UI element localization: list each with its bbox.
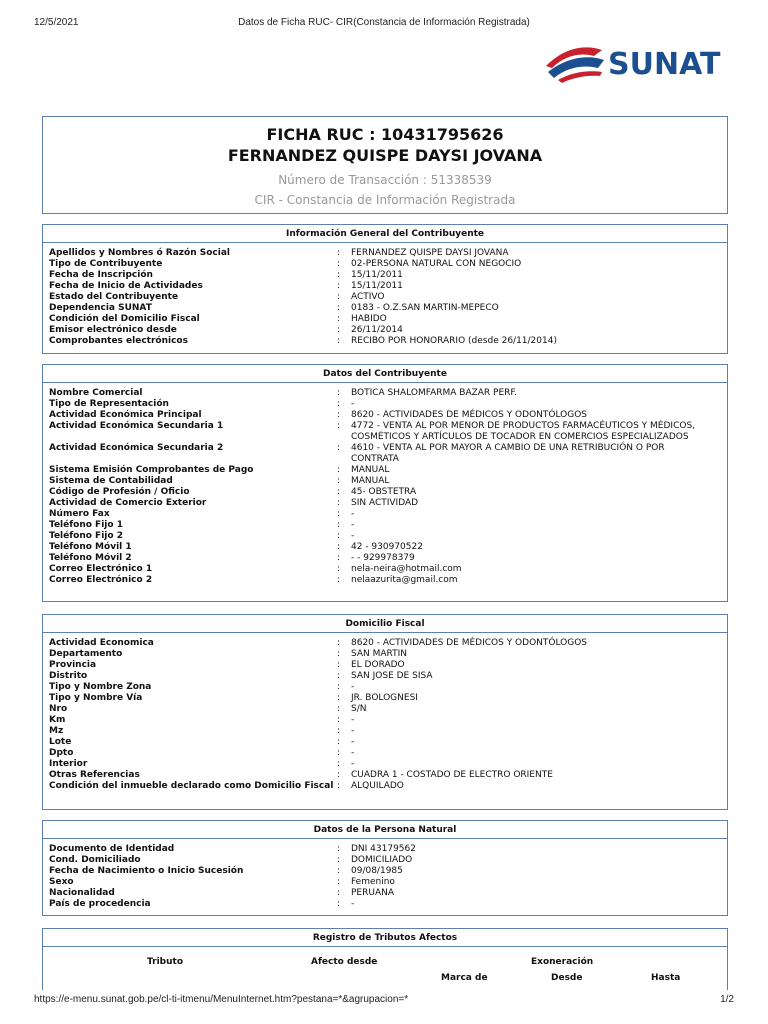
field-separator: : [337, 564, 341, 574]
field-row [49, 693, 727, 704]
field-separator: : [337, 660, 341, 670]
field-separator: : [337, 259, 341, 269]
field-value: FERNANDEZ QUISPE DAYSI JOVANA [351, 248, 509, 258]
field-separator: : [337, 465, 341, 475]
print-footer [34, 994, 734, 1008]
section-tributos [42, 928, 728, 990]
field-value: MANUAL [351, 465, 390, 475]
col-hasta: Hasta [651, 973, 681, 983]
field-row [49, 248, 727, 259]
field-row [49, 399, 727, 410]
field-separator: : [337, 248, 341, 258]
field-separator: : [337, 292, 341, 302]
field-label: Apellidos y Nombres ó Razón Social [49, 248, 230, 258]
field-row [49, 715, 727, 726]
field-row [49, 314, 727, 325]
field-row [49, 476, 727, 487]
field-value: RECIBO POR HONORARIO (desde 26/11/2014) [351, 336, 557, 346]
field-separator: : [337, 759, 341, 769]
field-row [49, 855, 727, 866]
field-row [49, 649, 727, 660]
field-separator: : [337, 410, 341, 420]
field-row [49, 292, 727, 303]
field-value: 26/11/2014 [351, 325, 403, 335]
field-row [49, 704, 727, 715]
field-label: Código de Profesión / Oficio [49, 487, 190, 497]
field-label: Fecha de Inicio de Actividades [49, 281, 203, 291]
field-row [49, 682, 727, 693]
field-label: Sistema Emisión Comprobantes de Pago [49, 465, 254, 475]
field-separator: : [337, 281, 341, 291]
field-label: Teléfono Fijo 2 [49, 531, 123, 541]
field-separator: : [337, 781, 341, 791]
transaction-number: Número de Transacción : 51338539 [278, 173, 492, 187]
field-label: Fecha de Inscripción [49, 270, 153, 280]
field-value: - [351, 399, 355, 409]
col-marca-de: Marca de [441, 973, 488, 983]
field-value: - - 929978379 [351, 553, 415, 563]
field-value: MANUAL [351, 476, 390, 486]
field-value: - [351, 520, 355, 530]
field-value: ACTIVO [351, 292, 385, 302]
field-label: Distrito [49, 671, 88, 681]
col-afecto-desde: Afecto desde [311, 957, 378, 967]
sunat-logo [544, 38, 728, 84]
rows-general [43, 243, 727, 347]
field-label: Otras Referencias [49, 770, 140, 780]
field-separator: : [337, 509, 341, 519]
field-label: Fecha de Nacimiento o Inicio Sucesión [49, 866, 244, 876]
col-desde: Desde [551, 973, 583, 983]
field-row [49, 336, 727, 347]
field-label: Actividad Económica Secundaria 1 [49, 421, 224, 431]
field-separator: : [337, 303, 341, 313]
field-label: Estado del Contribuyente [49, 292, 179, 302]
field-value: - [351, 531, 355, 541]
field-separator: : [337, 443, 341, 453]
field-value: DOMICILIADO [351, 855, 413, 865]
field-value: SIN ACTIVIDAD [351, 498, 419, 508]
section-title: Datos del Contribuyente [323, 369, 447, 379]
field-row [49, 770, 727, 781]
field-row [49, 270, 727, 281]
field-value: Femenino [351, 877, 395, 887]
field-row [49, 498, 727, 509]
field-row [49, 671, 727, 682]
section-general [42, 224, 728, 354]
field-row [49, 844, 727, 855]
field-label: Departamento [49, 649, 123, 659]
field-label: Actividad Económica Principal [49, 410, 202, 420]
field-label: Nombre Comercial [49, 388, 143, 398]
field-row [49, 325, 727, 336]
tributos-header [43, 947, 727, 981]
field-row [49, 553, 727, 564]
field-label: Km [49, 715, 66, 725]
field-row [49, 726, 727, 737]
field-value: 09/08/1985 [351, 866, 403, 876]
field-value: 8620 - ACTIVIDADES DE MÉDICOS Y ODONTÓLOGOS [351, 638, 588, 648]
section-datos [42, 364, 728, 602]
field-row [49, 866, 727, 877]
cir-subtitle: CIR - Constancia de Información Registrada [254, 193, 516, 207]
field-label: Condición del Domicilio Fiscal [49, 314, 200, 324]
field-label: Cond. Domiciliado [49, 855, 141, 865]
field-separator: : [337, 487, 341, 497]
field-separator: : [337, 421, 341, 431]
field-value: 15/11/2011 [351, 281, 403, 291]
field-value: 0183 - O.Z.SAN MARTIN-MEPECO [351, 303, 499, 313]
field-row [49, 575, 727, 586]
field-label: Documento de Identidad [49, 844, 175, 854]
field-separator: : [337, 520, 341, 530]
field-separator: : [337, 531, 341, 541]
field-label: Teléfono Fijo 1 [49, 520, 123, 530]
col-exoneracion: Exoneración [531, 957, 594, 967]
field-row [49, 638, 727, 649]
field-label: Emisor electrónico desde [49, 325, 177, 335]
field-separator: : [337, 855, 341, 865]
field-value: EL DORADO [351, 660, 405, 670]
field-row [49, 531, 727, 542]
field-value: 4772 - VENTA AL POR MENOR DE PRODUCTOS FARMACÉUTICOS Y MÉDICOS, COSMÉTICOS Y ARTÍCULOS DE TOCADOR EN COMERCIOS ESPECIALIZADOS [351, 421, 696, 442]
field-separator: : [337, 866, 341, 876]
field-value: 4610 - VENTA AL POR MAYOR A CAMBIO DE UNA RETRIBUCIÓN O POR CONTRATA [351, 443, 665, 464]
field-row [49, 564, 727, 575]
field-label: Nro [49, 704, 68, 714]
field-separator: : [337, 693, 341, 703]
rows-persona [43, 839, 727, 910]
field-label: Sistema de Contabilidad [49, 476, 173, 486]
field-value: PERUANA [351, 888, 395, 898]
field-value: BOTICA SHALOMFARMA BAZAR PERF. [351, 388, 518, 398]
field-separator: : [337, 888, 341, 898]
field-separator: : [337, 314, 341, 324]
field-row [49, 520, 727, 531]
section-title: Información General del Contribuyente [285, 229, 485, 239]
field-separator: : [337, 715, 341, 725]
field-value: SAN JOSE DE SISA [351, 671, 433, 681]
field-row [49, 281, 727, 292]
section-title: Domicilio Fiscal [345, 619, 425, 629]
ficha-header-box [42, 116, 728, 214]
field-value: - [351, 748, 355, 758]
field-label: Número Fax [49, 509, 110, 519]
field-label: Actividad de Comercio Exterior [49, 498, 207, 508]
field-label: Mz [49, 726, 64, 736]
field-row [49, 660, 727, 671]
logo-swoosh-red-2 [558, 71, 602, 83]
field-label: Tipo de Representación [49, 399, 169, 409]
field-row [49, 759, 727, 770]
field-value: nela-neira@hotmail.com [351, 564, 462, 574]
field-separator: : [337, 638, 341, 648]
field-row [49, 259, 727, 270]
field-value: - [351, 715, 355, 725]
print-header [34, 17, 734, 31]
field-label: Condición del inmueble declarado como Domicilio Fiscal [49, 781, 334, 791]
field-row [49, 737, 727, 748]
field-value: 45- OBSTETRA [351, 487, 417, 497]
field-value: CUADRA 1 - COSTADO DE ELECTRO ORIENTE [351, 770, 553, 780]
print-title: Datos de Ficha RUC- CIR(Constancia de Información Registrada) [238, 17, 530, 28]
field-value: JR. BOLOGNESI [351, 693, 418, 703]
field-separator: : [337, 476, 341, 486]
field-separator: : [337, 748, 341, 758]
field-label: Tipo y Nombre Vía [49, 693, 143, 703]
section-title: Registro de Tributos Afectos [312, 933, 458, 943]
field-separator: : [337, 399, 341, 409]
field-value: - [351, 509, 355, 519]
field-value: - [351, 682, 355, 692]
section-persona [42, 820, 728, 916]
field-separator: : [337, 704, 341, 714]
field-value: - [351, 726, 355, 736]
field-separator: : [337, 542, 341, 552]
field-label: Teléfono Móvil 1 [49, 542, 132, 552]
field-separator: : [337, 553, 341, 563]
field-row [49, 465, 727, 476]
field-label: Teléfono Móvil 2 [49, 553, 132, 563]
field-separator: : [337, 498, 341, 508]
field-label: Interior [49, 759, 88, 769]
field-label: Actividad Económica Secundaria 2 [49, 443, 224, 453]
field-row [49, 877, 727, 888]
field-row [49, 487, 727, 498]
field-value: - [351, 737, 355, 747]
field-row [49, 888, 727, 899]
field-separator: : [337, 575, 341, 585]
field-value: DNI 43179562 [351, 844, 416, 854]
field-label: Actividad Economica [49, 638, 154, 648]
logo-text: SUNAT [608, 47, 721, 82]
field-separator: : [337, 770, 341, 780]
field-separator: : [337, 726, 341, 736]
field-label: Tipo de Contribuyente [49, 259, 163, 269]
field-row [49, 748, 727, 759]
section-domicilio [42, 614, 728, 810]
field-label: Comprobantes electrónicos [49, 336, 188, 346]
field-row [49, 899, 727, 910]
field-label: Sexo [49, 877, 74, 887]
field-separator: : [337, 270, 341, 280]
field-row [49, 388, 727, 399]
field-row [49, 781, 727, 792]
field-value: 15/11/2011 [351, 270, 403, 280]
field-value: SAN MARTIN [351, 649, 408, 659]
rows-datos [43, 383, 727, 586]
field-separator: : [337, 649, 341, 659]
field-separator: : [337, 877, 341, 887]
print-url: https://e-menu.sunat.gob.pe/cl-ti-itmenu/MenuInternet.htm?pestana=*&agrupacion=* [34, 994, 409, 1005]
field-label: Dpto [49, 748, 74, 758]
field-label: Lote [49, 737, 72, 747]
field-label: Correo Electrónico 2 [49, 575, 153, 585]
print-date: 12/5/2021 [34, 17, 79, 28]
field-separator: : [337, 325, 341, 335]
col-tributo: Tributo [147, 957, 184, 967]
field-label: Tipo y Nombre Zona [49, 682, 152, 692]
field-separator: : [337, 682, 341, 692]
field-value: HABIDO [351, 314, 387, 324]
field-value: - [351, 899, 355, 909]
field-separator: : [337, 336, 341, 346]
field-separator: : [337, 671, 341, 681]
field-separator: : [337, 388, 341, 398]
field-label: País de procedencia [49, 899, 151, 909]
field-value: 42 - 930970522 [351, 542, 423, 552]
ficha-ruc-title: FICHA RUC : 10431795626 [266, 125, 504, 144]
field-separator: : [337, 844, 341, 854]
contribuyente-name: FERNANDEZ QUISPE DAYSI JOVANA [227, 146, 543, 165]
field-row [49, 542, 727, 553]
field-row [49, 303, 727, 314]
field-row [49, 509, 727, 520]
rows-domicilio [43, 633, 727, 792]
field-value: - [351, 759, 355, 769]
field-label: Nacionalidad [49, 888, 115, 898]
field-row [49, 421, 727, 443]
field-row [49, 410, 727, 421]
field-value: ALQUILADO [351, 781, 404, 791]
field-row [49, 443, 727, 465]
field-separator: : [337, 899, 341, 909]
section-title: Datos de la Persona Natural [313, 825, 457, 835]
field-value: S/N [351, 704, 367, 714]
field-label: Provincia [49, 660, 97, 670]
field-label: Correo Electrónico 1 [49, 564, 153, 574]
field-value: 8620 - ACTIVIDADES DE MÉDICOS Y ODONTÓLOGOS [351, 410, 588, 420]
field-value: nelaazurita@gmail.com [351, 575, 458, 585]
field-label: Dependencia SUNAT [49, 303, 152, 313]
field-value: 02-PERSONA NATURAL CON NEGOCIO [351, 259, 522, 269]
field-separator: : [337, 737, 341, 747]
page-number: 1/2 [720, 994, 734, 1005]
